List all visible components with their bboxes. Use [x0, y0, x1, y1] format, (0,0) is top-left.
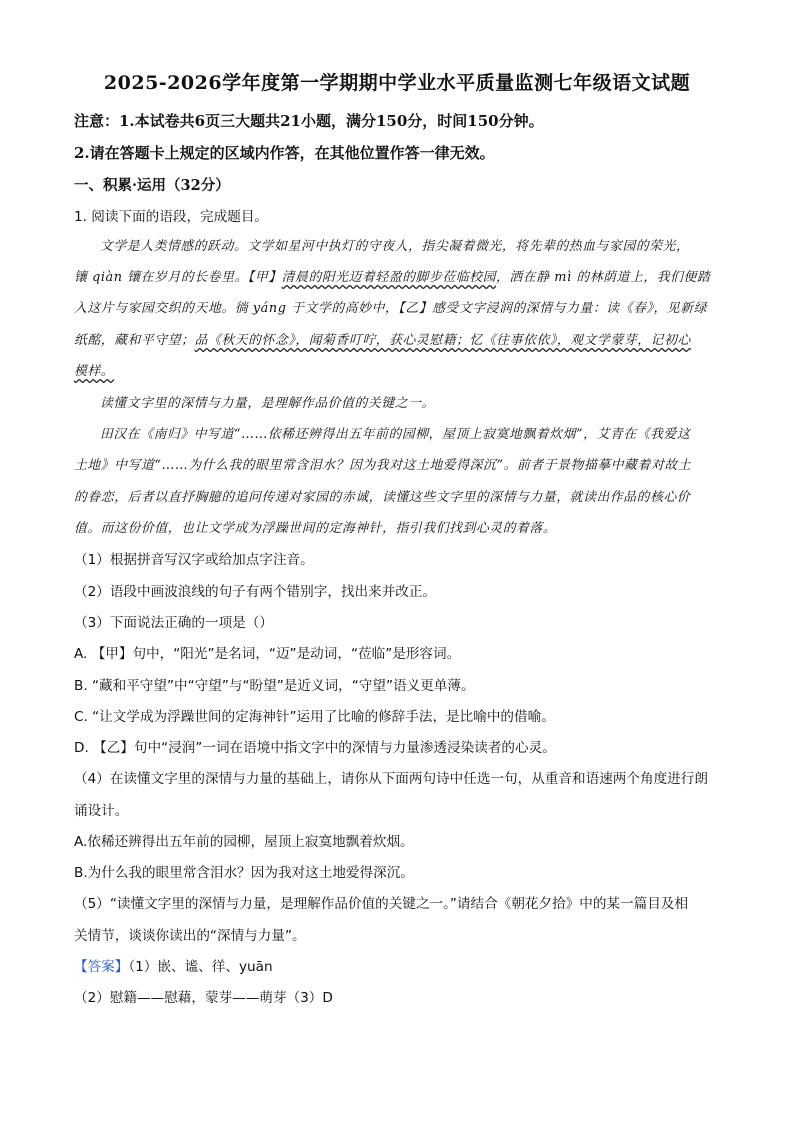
answer-line-1 — [74, 955, 273, 975]
notice-line-2: 2.请在答题卡上规定的区域内作答，在其他位置作答一律无效。 — [74, 144, 495, 162]
question-1-stem: 1. 阅读下面的语段，完成题目。 — [74, 209, 269, 225]
passage-line: 文学是人类情感的跃动。文学如星河中执灯的守夜人，指尖凝着微光，将先辈的热血与家园的荣光， — [100, 239, 690, 254]
passage-line — [74, 360, 114, 379]
passage-line: 值。而这份价值，也让文学成为浮躁世间的定海神针，指引我们找到心灵的着落。 — [74, 521, 557, 536]
passage-line — [74, 329, 691, 348]
poem-option-b: B.为什么我的眼里常含泪水？因为我对这土地爱得深沉。 — [74, 865, 414, 881]
passage-line: 读懂文字里的深情与力量，是理解作品价值的关键之一。 — [100, 396, 435, 411]
passage-text: ，洒在静 mì 的林荫道上，我们便踏 — [496, 270, 711, 285]
section-heading: 一、积累·运用（32分） — [74, 177, 230, 194]
passage-line: 土地》中写道“……为什么我的眼里常含泪水？因为我对这土地爱得深沉”。前者于景物描摹中藏着对故土 — [74, 458, 692, 473]
sub-question-2: （2）语段中画波浪线的句子有两个错别字，找出来并改正。 — [74, 584, 437, 600]
passage-line: 的眷恋，后者以直抒胸臆的追问传递对家园的赤诚，读懂这些文字里的深情与力量，就读出作品的核心价 — [74, 490, 691, 505]
option-b: B. “藏和平守望”中“守望”与“盼望”是近义词，“守望”语义更单薄。 — [74, 678, 475, 694]
answer-text: （1）嵌、谧、徉、yuān — [128, 959, 273, 975]
option-c: C. “让文学成为浮躁世间的定海神针”运用了比喻的修辞手法，是比喻中的借喻。 — [74, 709, 555, 725]
sub-question-1: （1）根据拼音写汉字或给加点字注音。 — [74, 552, 314, 568]
passage-text: 镶 qiàn 镶在岁月的长卷里。【甲】 — [74, 270, 282, 285]
wavy-sentence-end: 模样。 — [74, 364, 115, 379]
passage-line: 田汉在《南归》中写道“……依稀还辨得出五年前的园柳，屋顶上寂寞地飘着炊烟”，艾青在《我爱这 — [100, 427, 691, 442]
sub-question-5-cont: 关情节，谈谈你读出的“深情与力量”。 — [74, 928, 306, 944]
wavy-sentence: 品《秋天的怀念》，闻菊香叮咛，获心灵慰籍；忆《往事依依》，观文学蒙芽，记初心 — [194, 333, 691, 348]
page-title: 2025-2026学年度第一学期期中学业水平质量监测七年级语文试题 — [103, 72, 691, 94]
option-d: D. 【乙】句中“浸润”一词在语境中指文字中的深情与力量渗透浸染读者的心灵。 — [74, 740, 556, 756]
sub-question-4: （4）在读懂文字里的深情与力量的基础上，请你从下面两句诗中任选一句，从重音和语速两个角度进行朗 — [74, 771, 708, 787]
poem-option-a: A.依稀还辨得出五年前的园柳，屋顶上寂寞地飘着炊烟。 — [74, 834, 414, 850]
sub-question-4-cont: 诵设计。 — [74, 803, 129, 819]
answer-line-2: （2）慰籍——慰藉，蒙芽——萌芽（3）D — [74, 990, 333, 1006]
passage-text: 纸酩，藏和平守望； — [74, 333, 195, 348]
sub-question-5: （5）“读懂文字里的深情与力量，是理解作品价值的关键之一。”请结合《朝花夕拾》中的某一篇目及相 — [74, 896, 689, 912]
sub-question-3: （3）下面说法正确的一项是（） — [74, 615, 273, 631]
answer-tag: 【答案】 — [74, 959, 129, 975]
passage-line — [74, 266, 710, 285]
notice-line-1: 注意：1.本试卷共6页三大题共21小题，满分150分，时间150分钟。 — [74, 112, 544, 130]
passage-line: 入这片与家园交织的天地。徜 yáng 于文学的高妙中，【乙】感受文字浸润的深情与力量：读《春》，见新绿 — [74, 301, 708, 316]
wavy-sentence-jia: 清晨的阳光迈着轻盈的脚步莅临校园 — [281, 270, 497, 285]
option-a: A. 【甲】句中，“阳光”是名词，“迈”是动词，“莅临”是形容词。 — [74, 646, 461, 662]
